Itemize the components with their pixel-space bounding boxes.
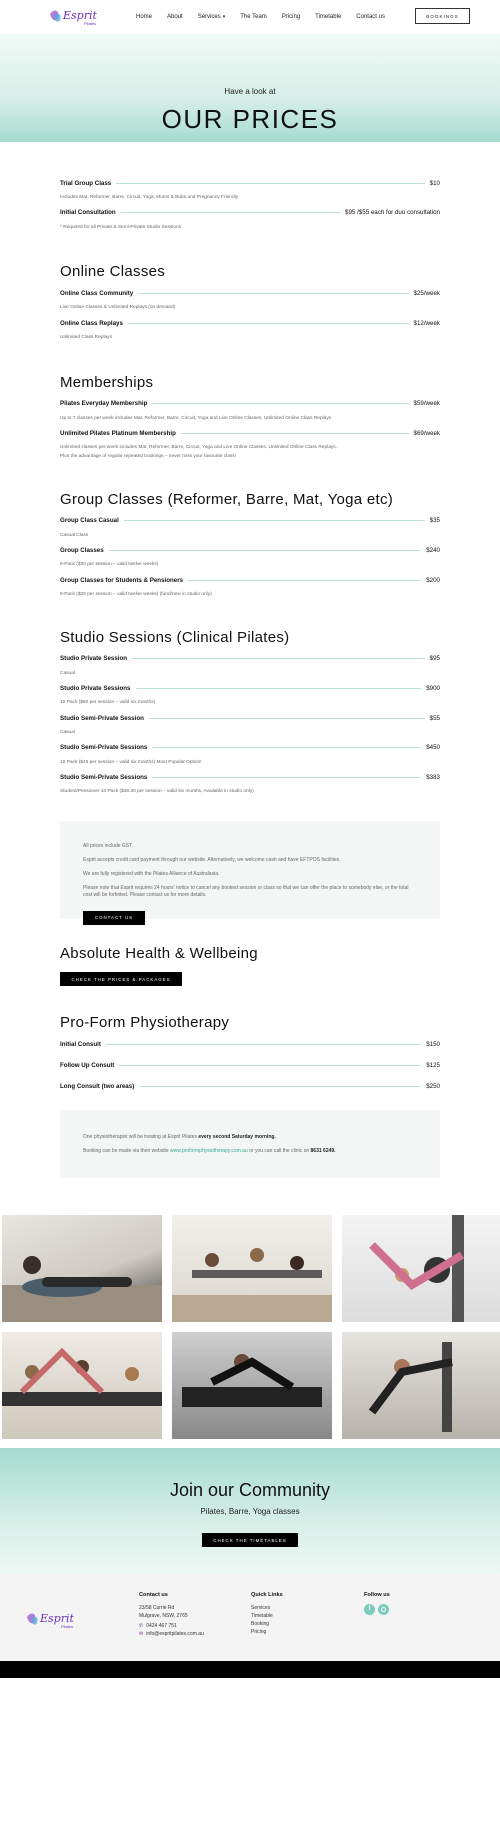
price-item xyxy=(60,575,440,599)
nav-services[interactable] xyxy=(198,14,226,20)
dotted-divider xyxy=(138,293,408,294)
price-name: Online Class Replays xyxy=(60,319,123,327)
svg-text:Pilates: Pilates xyxy=(61,1624,74,1630)
pilates-photo-image xyxy=(172,1215,332,1322)
footer-logo[interactable] xyxy=(25,1609,85,1636)
gallery-photo[interactable] xyxy=(2,1332,162,1439)
price-item xyxy=(60,516,440,540)
price-desc: Unlimited Class Replays xyxy=(60,335,112,341)
info-text: Esprit accepts credit card payment through our website. Alternatively, we welcome cash and have EFTPOS facilities. xyxy=(83,857,341,864)
physio-note-bold: every second Saturday morning. xyxy=(198,1134,276,1141)
nav-team-label: The Team xyxy=(240,14,267,20)
price-name: Online Class Community xyxy=(60,289,134,297)
pilates-photo-image xyxy=(342,1332,500,1439)
footer-follow xyxy=(364,1592,390,1615)
price-name: Initial Consult xyxy=(60,1040,101,1048)
section-heading: Absolute Health & Wellbeing xyxy=(60,945,258,963)
price-value: $240 xyxy=(426,546,440,554)
physio-phone[interactable]: 8631 6249. xyxy=(310,1148,336,1155)
gallery-photo[interactable] xyxy=(342,1215,500,1322)
dotted-divider xyxy=(121,212,340,213)
dotted-divider xyxy=(109,550,422,551)
price-value: $55 xyxy=(429,714,440,722)
dotted-divider xyxy=(188,580,421,581)
footer-link-booking[interactable]: Booking xyxy=(251,1621,270,1628)
info-text: We are fully registered with the Pilates Alliance of Australasia. xyxy=(83,871,220,878)
physio-info-box xyxy=(60,1110,440,1178)
dotted-divider xyxy=(181,433,409,434)
community-title: Join our Community xyxy=(169,1480,331,1501)
community-banner xyxy=(0,1448,500,1574)
footer-heading: Contact us xyxy=(139,1592,168,1599)
hero-subtitle: Have a look at xyxy=(224,87,276,96)
price-value: $25/week xyxy=(413,289,440,297)
studio-sessions-section xyxy=(0,599,500,796)
footer-link-pricing[interactable]: Pricing xyxy=(251,1629,267,1636)
pilates-photo-image xyxy=(2,1215,162,1322)
price-name: Studio Semi-Private Sessions xyxy=(60,744,148,752)
footer-quick-links xyxy=(251,1592,283,1636)
price-desc-extra: Plus the advantage of regular repeated bookings – never miss your favourite class! xyxy=(60,454,236,460)
gallery-photo[interactable] xyxy=(2,1215,162,1322)
price-name: Initial Consultation xyxy=(60,209,116,217)
section-heading: Memberships xyxy=(60,373,154,391)
price-item xyxy=(60,208,440,232)
price-value: $69/week xyxy=(413,429,440,437)
price-value: $125 xyxy=(426,1061,440,1069)
section-heading: Studio Sessions (Clinical Pilates) xyxy=(60,628,290,646)
contact-us-button[interactable]: CONTACT US xyxy=(83,911,145,925)
price-item xyxy=(60,772,440,796)
info-text: Please note that Esprit requires 24 hours' notice to cancel any booked session or class so that we can offer the place to somebody else, or the total cost will be forfeited. Please contact us for more details. xyxy=(83,885,409,899)
price-desc: Casual Class xyxy=(60,532,89,538)
price-desc: * Required for all Private & Semi-Private Studio Sessions xyxy=(60,224,182,230)
price-value: $250 xyxy=(426,1082,440,1090)
physio-section xyxy=(0,986,500,1091)
price-name: Studio Private Session xyxy=(60,655,128,663)
price-value: $150 xyxy=(426,1040,440,1048)
dotted-divider xyxy=(106,1044,421,1045)
price-name: Long Consult (two areas) xyxy=(60,1082,135,1090)
price-value: $35 xyxy=(429,517,440,525)
price-value: $95 xyxy=(429,655,440,663)
price-item xyxy=(60,654,440,678)
nav-pricing[interactable] xyxy=(282,14,300,20)
footer-heading: Quick Links xyxy=(251,1592,283,1599)
price-name: Group Classes xyxy=(60,546,104,554)
price-name: Group Class Casual xyxy=(60,517,119,525)
nav-contact-label: Contact us xyxy=(356,14,385,20)
price-item xyxy=(60,288,440,312)
info-text: All prices include GST. xyxy=(83,843,134,850)
dotted-divider xyxy=(124,520,425,521)
nav-the-team[interactable] xyxy=(240,14,267,20)
check-timetables-button[interactable]: CHECK THE TIMETABLES xyxy=(202,1533,298,1547)
nav-contact[interactable] xyxy=(356,14,385,20)
dotted-divider xyxy=(132,658,425,659)
main-nav xyxy=(136,14,400,20)
footer-link-timetable[interactable]: Timetable xyxy=(251,1613,273,1620)
nav-home-label: Home xyxy=(136,14,153,20)
phone-icon: ✆ xyxy=(139,1623,144,1630)
price-item xyxy=(60,713,440,737)
esprit-logo[interactable] xyxy=(48,5,108,29)
price-desc: Casual xyxy=(60,730,75,736)
price-desc: Student/Pensioner 10 Pack ($38.30 per session – valid six months, Available in studio only) xyxy=(60,789,254,795)
price-item xyxy=(60,683,440,707)
price-item xyxy=(60,399,440,423)
dotted-divider xyxy=(136,688,422,689)
footer-contact xyxy=(139,1592,204,1638)
svg-text:Esprit: Esprit xyxy=(63,9,97,22)
nav-about-label: About xyxy=(167,14,183,20)
booking-text-mid: or you can call the clinic on xyxy=(247,1148,311,1155)
gallery-photo[interactable] xyxy=(172,1332,332,1439)
nav-timetable-label: Timetable xyxy=(315,14,342,20)
price-name: Studio Private Sessions xyxy=(60,684,131,692)
hero-banner xyxy=(0,34,500,142)
health-section xyxy=(0,919,500,986)
gallery-photo[interactable] xyxy=(342,1332,500,1439)
footer-address-2: Mulgrave, NSW, 2765 xyxy=(139,1613,188,1620)
physio-note-text: One physiotherapist will be treating at Esprit Pilates xyxy=(83,1134,199,1141)
nav-home[interactable] xyxy=(136,14,152,20)
dotted-divider xyxy=(116,183,424,184)
price-value: $383 xyxy=(426,773,440,781)
group-classes-section xyxy=(0,461,500,599)
memberships-section xyxy=(0,342,500,461)
footer-email-row[interactable] xyxy=(139,1630,204,1638)
dotted-divider xyxy=(119,1065,421,1066)
price-desc: Includes Mat, Reformer, Barre, Circuit, Yoga, Mums & Bubs and Pregnancy Friendly xyxy=(60,195,239,200)
price-desc: Live Online Classes & Unlimited Replays (on demand) xyxy=(60,305,176,311)
physio-booking xyxy=(83,1148,417,1155)
price-desc: Up to 7 classes per week includes Mat, Reformer, Barre, Circuit, Yoga and Live Online Classes, Unlimited Online Class Replays xyxy=(60,415,332,421)
email-icon: ✉ xyxy=(139,1631,144,1638)
price-item xyxy=(60,1081,440,1091)
price-desc: 8-Pack ($25 per session – valid twelve weeks) (fund/new in studio only) xyxy=(60,592,212,598)
facebook-icon[interactable]: f xyxy=(364,1604,375,1615)
price-name: Trial Group Class xyxy=(60,179,112,187)
chevron-down-icon: ▾ xyxy=(222,14,226,20)
logo-butterfly-icon xyxy=(48,6,108,28)
footer-phone-row[interactable] xyxy=(139,1622,204,1630)
site-footer xyxy=(0,1574,500,1661)
svg-text:Esprit: Esprit xyxy=(40,1612,74,1626)
price-desc: 8-Pack ($30 per session – valid twelve weeks) xyxy=(60,562,159,568)
price-name: Group Classes for Students & Pensioners xyxy=(60,576,184,584)
dotted-divider xyxy=(152,777,421,778)
pilates-photo-image xyxy=(2,1332,162,1439)
price-item xyxy=(60,743,440,767)
pilates-photo-image xyxy=(342,1215,500,1322)
price-value: $10 xyxy=(429,179,440,187)
price-value: $59/week xyxy=(413,400,440,408)
online-classes-section xyxy=(0,231,500,341)
dotted-divider xyxy=(152,403,408,404)
physio-note xyxy=(83,1134,417,1141)
logo-butterfly-icon xyxy=(25,1609,85,1631)
price-desc: 10 Pack ($45 per session – valid six months) Most Popular Option! xyxy=(60,759,202,765)
section-heading: Online Classes xyxy=(60,263,166,281)
nav-timetable[interactable] xyxy=(315,14,341,20)
site-header xyxy=(0,0,500,34)
footer-link-services[interactable]: Services xyxy=(251,1605,271,1612)
dotted-divider xyxy=(128,323,409,324)
section-heading: Pro-Form Physiotherapy xyxy=(60,1014,230,1032)
footer-bottom-bar xyxy=(0,1661,500,1678)
physio-website-link[interactable]: www.proformphysiotherapy.com.au xyxy=(170,1148,248,1155)
price-item xyxy=(60,1039,440,1049)
dotted-divider xyxy=(139,1086,421,1087)
photo-gallery xyxy=(0,1215,500,1439)
community-subtitle: Pilates, Barre, Yoga classes xyxy=(200,1507,300,1517)
page-title: OUR PRICES xyxy=(161,104,339,134)
price-value: $12/week xyxy=(413,319,440,327)
booking-text: Booking can be made via their website xyxy=(83,1148,170,1155)
price-item xyxy=(60,428,440,460)
price-desc: Unlimited classes per week includes Mat, Reformer, Barre, Circuit, Yoga and Live Online Classes, Unlimited Online Class Replays. xyxy=(60,445,338,451)
nav-about[interactable] xyxy=(167,14,183,20)
info-box xyxy=(60,821,440,919)
price-desc: Casual xyxy=(60,670,75,676)
price-value: $95 /$55 each for duo consultation xyxy=(345,209,440,217)
price-item xyxy=(60,318,440,342)
price-item xyxy=(60,1060,440,1070)
pilates-photo-image xyxy=(172,1332,332,1439)
footer-phone: 0424 467 751 xyxy=(146,1623,177,1630)
price-item xyxy=(60,545,440,569)
price-value: $450 xyxy=(426,744,440,752)
bookings-button[interactable]: BOOKINGS xyxy=(415,8,470,24)
check-prices-button[interactable]: CHECK THE PRICES & PACKAGES xyxy=(60,972,182,986)
intro-prices xyxy=(0,142,500,231)
price-name: Pilates Everyday Membership xyxy=(60,400,148,408)
svg-text:Pilates: Pilates xyxy=(84,21,97,26)
dotted-divider xyxy=(152,747,421,748)
footer-heading: Follow us xyxy=(364,1592,390,1599)
price-name: Studio Semi-Private Session xyxy=(60,714,144,722)
price-name: Unlimited Pilates Platinum Membership xyxy=(60,429,176,437)
price-value: $900 xyxy=(426,684,440,692)
instagram-icon[interactable] xyxy=(378,1604,389,1615)
nav-pricing-label: Pricing xyxy=(281,14,301,20)
price-item xyxy=(60,178,440,202)
price-name: Follow Up Consult xyxy=(60,1061,115,1069)
section-heading: Group Classes (Reformer, Barre, Mat, Yoga etc) xyxy=(60,490,394,508)
price-desc: 10 Pack ($90 per session – valid six months) xyxy=(60,700,156,706)
footer-email: info@espritpilates.com.au xyxy=(146,1631,204,1638)
footer-address-1: 23/58 Currie Rd xyxy=(139,1605,175,1612)
nav-services-label: Services xyxy=(197,14,221,20)
price-name: Studio Semi-Private Sessions xyxy=(60,773,148,781)
price-value: $200 xyxy=(426,576,440,584)
dotted-divider xyxy=(149,718,425,719)
gallery-photo[interactable] xyxy=(172,1215,332,1322)
